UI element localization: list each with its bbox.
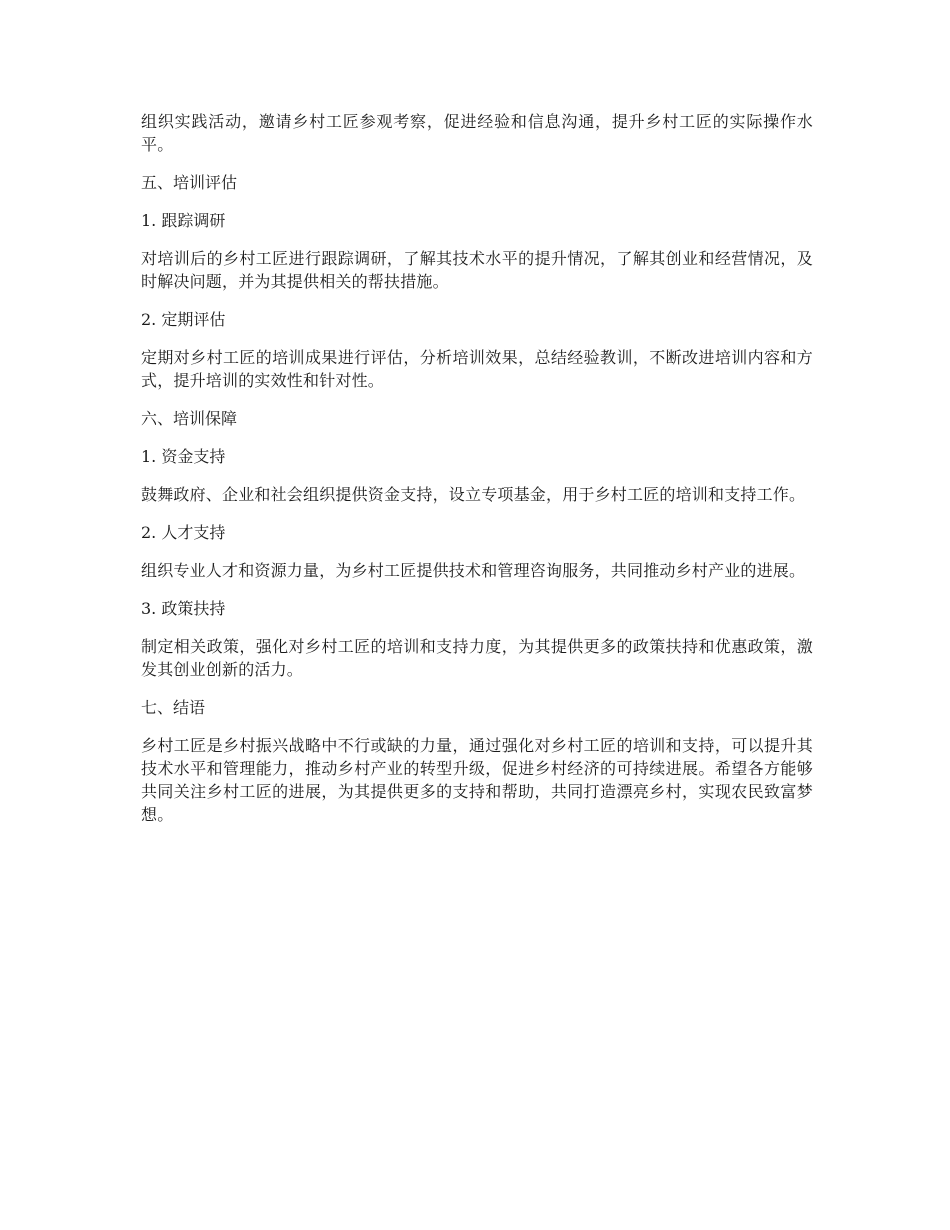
paragraph-practice-activities: 组织实践活动，邀请乡村工匠参观考察，促进经验和信息沟通，提升乡村工匠的实际操作水平。 xyxy=(141,112,813,154)
paragraph-periodic-evaluation: 定期对乡村工匠的培训成果进行评估，分析培训效果，总结经验教训，不断改进培训内容和方式，提升培训的实效性和针对性。 xyxy=(141,348,813,390)
paragraph-funding-support: 鼓舞政府、企业和社会组织提供资金支持，设立专项基金，用于乡村工匠的培训和支持工作。 xyxy=(141,485,806,504)
paragraph-policy-support: 制定相关政策，强化对乡村工匠的培训和支持力度，为其提供更多的政策扶持和优惠政策，激发其创业创新的活力。 xyxy=(141,637,813,679)
document-page xyxy=(141,110,813,841)
subheading-talent-support: 2. 人才支持 xyxy=(141,523,226,542)
subheading-funding-support: 1. 资金支持 xyxy=(141,447,226,466)
paragraph-tracking-research: 对培训后的乡村工匠进行跟踪调研，了解其技术水平的提升情况，了解其创业和经营情况，及时解决问题，并为其提供相关的帮扶措施。 xyxy=(141,249,813,291)
subheading-periodic-evaluation: 2. 定期评估 xyxy=(141,310,226,329)
paragraph-conclusion: 乡村工匠是乡村振兴战略中不行或缺的力量，通过强化对乡村工匠的培训和支持，可以提升其技术水平和管理能力，推动乡村产业的转型升级，促进乡村经济的可持续进展。希望各方能够共同关注乡村工匠的进展，为其提供更多的支持和帮助，共同打造漂亮乡村，实现农民致富梦想。 xyxy=(141,736,813,824)
section-heading-conclusion: 七、结语 xyxy=(141,698,206,717)
subheading-tracking-research: 1. 跟踪调研 xyxy=(141,211,226,230)
subheading-policy-support: 3. 政策扶持 xyxy=(141,599,226,618)
paragraph-talent-support: 组织专业人才和资源力量，为乡村工匠提供技术和管理咨询服务，共同推动乡村产业的进展。 xyxy=(141,561,806,580)
section-heading-training-support: 六、培训保障 xyxy=(141,409,238,428)
section-heading-training-evaluation: 五、培训评估 xyxy=(141,173,238,192)
